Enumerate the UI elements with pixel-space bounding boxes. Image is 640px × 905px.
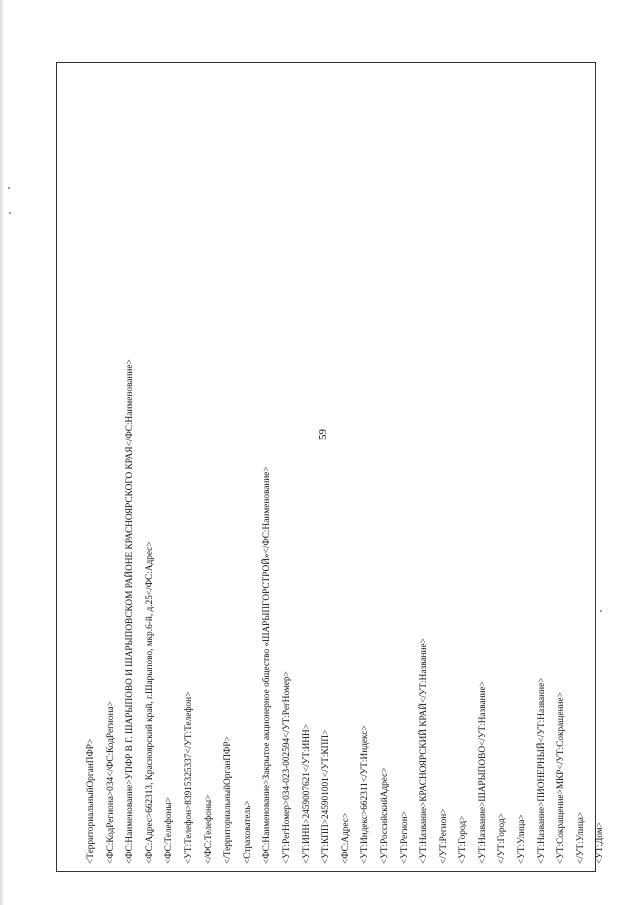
page-number: 59: [317, 429, 329, 440]
xml-line: <УТ:Сокращение>МКР</УТ:Сокращение>: [556, 692, 567, 864]
xml-line: <УТ:Название>ПИОНЕРНЫЙ</УТ:Название>: [536, 677, 547, 864]
xml-line: <УТ:Город>: [458, 815, 469, 864]
scan-speck: [600, 610, 602, 612]
scan-edge: [0, 0, 4, 905]
xml-line: <УТ:Регион>: [399, 811, 410, 864]
xml-line: </ФС:Телефоны>: [203, 794, 214, 864]
xml-line: </УТ:Город>: [497, 813, 508, 864]
xml-line: <УТ:ИНН>2459007621</УТ:ИНН>: [301, 723, 312, 864]
xml-line: </ТерриториальныйОрганПФР>: [223, 736, 234, 864]
xml-line: <ФС:Наименование>УПФР В Г. ШАРЫПОВО И ШАРЫПОВСКОМ РАЙОНЕ КРАСНОЯРСКОГО КРАЯ</ФС:Наименование>: [125, 359, 136, 864]
xml-line: <УТ:Название>КРАСНОЯРСКИЙ КРАЙ</УТ:Название>: [419, 638, 430, 864]
xml-line: <УТ:КПП>245901001</УТ:КПП>: [321, 729, 332, 864]
xml-line: <ТерриториальныйОрганПФР>: [86, 738, 96, 864]
xml-line: <УТ:Дом>: [595, 821, 606, 864]
xml-line: </УТ:Улица>: [575, 811, 586, 864]
xml-line: <ФС:Адрес>: [340, 812, 351, 864]
xml-line: <УТ:Название>ШАРЫПОВО</УТ:Название>: [477, 681, 488, 864]
xml-line: <ФС:КодРегиона>034</ФС:КодРегиона>: [105, 701, 116, 864]
scan-speck: [8, 187, 10, 189]
xml-line: <ФС:Адрес>662313, Красноярский край, г.Шарыпово, мкр.6-й, д.25</ФС:Адрес>: [144, 541, 155, 864]
rotated-content: [54, 64, 606, 870]
xml-line: <УТ:РегНомер>034-023-002594</УТ:РегНомер>: [281, 671, 292, 864]
xml-line: </УТ:Регион>: [438, 808, 449, 864]
xml-line: <УТ:Улица>: [517, 814, 528, 864]
xml-lines: [82, 74, 611, 864]
xml-line: <УТ:РоссийскийАдрес>: [379, 767, 390, 864]
xml-line: <ФС:Телефоны>: [164, 797, 175, 864]
xml-line: <УТ:Телефон>83915325337</УТ:Телефон>: [183, 691, 194, 864]
scan-speck: [9, 212, 11, 214]
xml-line: <Страхователь>: [242, 800, 253, 864]
xml-line: <УТ:Индекс>662311</УТ:Индекс>: [360, 725, 371, 864]
xml-line: <ФС:Наименование>Закрытое акционерное общество «ШАРЫПГОРСТРОЙ»</ФС:Наименование>: [262, 466, 273, 864]
